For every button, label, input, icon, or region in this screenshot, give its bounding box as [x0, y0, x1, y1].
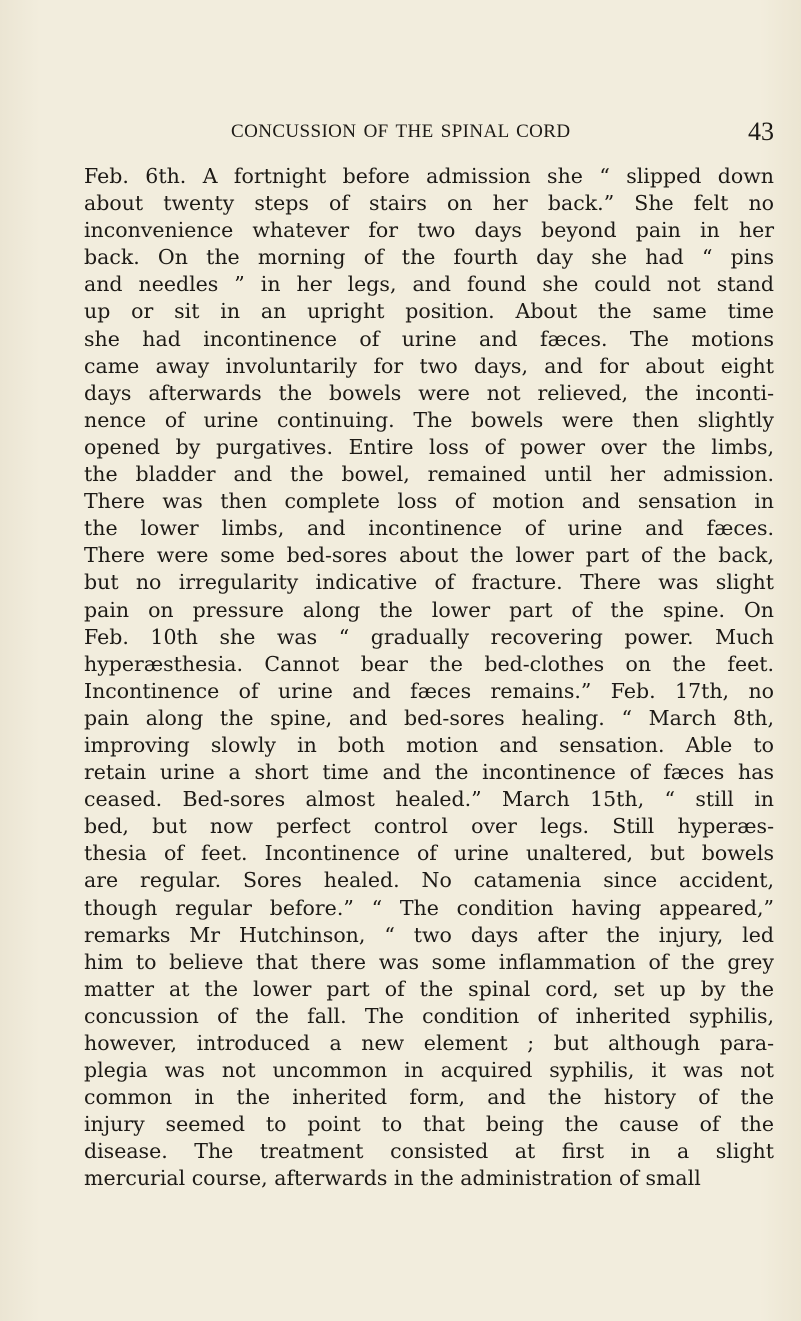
- text-line: thesia of feet. Incontinence of urine unaltered, but bowels: [84, 841, 774, 866]
- running-head: [84, 117, 774, 149]
- text-line: common in the inherited form, and the history of the: [84, 1085, 774, 1110]
- text-line: up or sit in an upright position. About the same time: [84, 299, 774, 324]
- text-line: came away involuntarily for two days, and for about eight: [84, 353, 774, 378]
- body-text: [84, 163, 774, 1193]
- text-line: days afterwards the bowels were not relieved, the inconti-: [84, 380, 774, 405]
- text-line: mercurial course, afterwards in the administration of small: [84, 1166, 701, 1191]
- text-line: plegia was not uncommon in acquired syphilis, it was not: [84, 1058, 774, 1083]
- page-number: 43: [748, 117, 774, 146]
- text-line: but no irregularity indicative of fracture. There was slight: [84, 570, 774, 595]
- text-line: she had incontinence of urine and fæces. The motions: [84, 326, 774, 351]
- text-line: nence of urine continuing. The bowels were then slightly: [84, 407, 774, 432]
- text-line: inconvenience whatever for two days beyond pain in her: [84, 218, 774, 243]
- text-line: Incontinence of urine and fæces remains.” Feb. 17th, no: [84, 678, 774, 703]
- text-line: remarks Mr Hutchinson, “ two days after the injury, led: [84, 922, 774, 947]
- text-line: the bladder and the bowel, remained until her admission.: [84, 462, 774, 487]
- text-line: about twenty steps of stairs on her back.” She felt no: [84, 191, 774, 216]
- text-line: There was then complete loss of motion and sensation in: [84, 489, 774, 514]
- text-line: are regular. Sores healed. No catamenia since accident,: [84, 868, 774, 893]
- text-line: retain urine a short time and the incontinence of fæces has: [84, 760, 774, 785]
- text-line: however, introduced a new element ; but although para-: [84, 1031, 774, 1055]
- text-line: disease. The treatment consisted at first in a slight: [84, 1139, 774, 1164]
- text-line: ceased. Bed-sores almost healed.” March 15th, “ still in: [84, 787, 774, 812]
- text-line: Feb. 6th. A fortnight before admission she “ slipped down: [84, 164, 774, 188]
- text-line: and needles ” in her legs, and found she could not stand: [84, 272, 774, 297]
- text-line: Feb. 10th she was “ gradually recovering power. Much: [84, 624, 774, 649]
- text-line: opened by purgatives. Entire loss of power over the limbs,: [84, 434, 774, 459]
- text-line: back. On the morning of the fourth day she had “ pins: [84, 245, 774, 270]
- text-line: though regular before.” “ The condition having appeared,”: [84, 895, 774, 920]
- text-line: There were some bed-sores about the lower part of the back,: [84, 543, 774, 568]
- text-line: pain along the spine, and bed-sores healing. “ March 8th,: [84, 705, 774, 730]
- text-line: pain on pressure along the lower part of the spine. On: [84, 597, 774, 622]
- text-line: concussion of the fall. The condition of inherited syphilis,: [84, 1003, 774, 1028]
- text-line: the lower limbs, and incontinence of urine and fæces.: [84, 516, 774, 541]
- text-line: him to believe that there was some inflammation of the grey: [84, 949, 774, 974]
- text-line: injury seemed to point to that being the cause of the: [84, 1112, 774, 1137]
- text-line: hyperæsthesia. Cannot bear the bed-clothes on the feet.: [84, 651, 774, 676]
- text-line: matter at the lower part of the spinal cord, set up by the: [84, 976, 774, 1001]
- text-line: bed, but now perfect control over legs. Still hyperæs-: [84, 814, 774, 839]
- text-line: improving slowly in both motion and sensation. Able to: [84, 732, 774, 757]
- running-title: CONCUSSION OF THE SPINAL CORD: [231, 121, 571, 142]
